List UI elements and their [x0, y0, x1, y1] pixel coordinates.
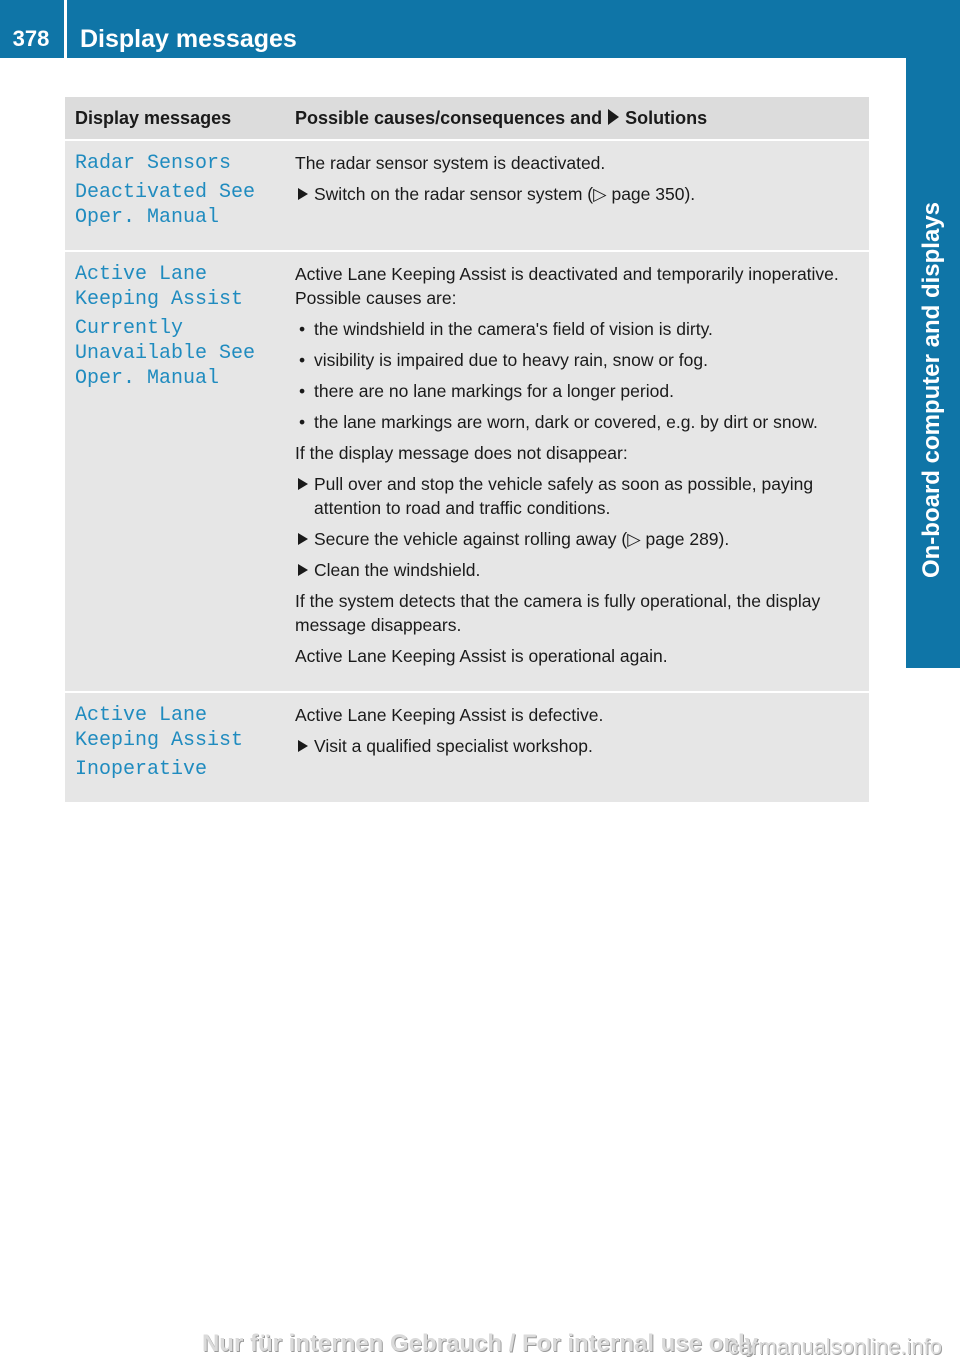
footer-site: carmanualsonline.info [727, 1334, 942, 1359]
cause-bullet: • the lane markings are worn, dark or covered, e.g. by dirt or snow. [295, 410, 859, 434]
cause-bullet: • there are no lane markings for a longer period. [295, 379, 859, 403]
causes-solutions-cell [285, 251, 869, 692]
footer-watermark: Nur für internen Gebrauch / For internal use only [201, 1330, 759, 1357]
solution-step: Secure the vehicle against rolling away (▷ page 289). [295, 527, 859, 551]
solution-step: Switch on the radar sensor system (▷ page 350). [295, 182, 859, 206]
display-message-text: Deactivated See Oper. Manual [75, 181, 256, 229]
display-message-cell [65, 140, 285, 251]
display-message-text: Currently Unavailable See Oper. Manual [75, 317, 256, 390]
display-message-text: Inoperative [75, 758, 208, 781]
cause-bullet: • the windshield in the camera's field of vision is dirty. [295, 317, 859, 341]
display-message-text: Radar Sensors [75, 152, 232, 175]
display-message-text: Active Lane Keeping Assist [75, 704, 244, 752]
causes-solutions-cell [285, 140, 869, 251]
cause-bullet: • visibility is impaired due to heavy rain, snow or fog. [295, 348, 859, 372]
solution-arrow-icon [608, 109, 619, 125]
causes-solutions-cell [285, 692, 869, 803]
page-header [0, 0, 960, 58]
column-header-causes-solutions [285, 97, 869, 140]
description-text: If the display message does not disappear: [295, 443, 628, 463]
display-message-cell [65, 692, 285, 803]
table-row [65, 251, 869, 692]
page-title: Display messages [80, 25, 297, 53]
display-message-cell [65, 251, 285, 692]
description-text: The radar sensor system is deactivated. [295, 153, 606, 173]
page-number: 378 [12, 26, 50, 51]
description-text: If the system detects that the camera is fully operational, the display message disappears. [295, 591, 821, 635]
display-messages-table [65, 97, 869, 804]
table-row [65, 140, 869, 251]
solution-step: Visit a qualified specialist workshop. [295, 734, 859, 758]
description-text: Active Lane Keeping Assist is deactivated and temporarily inoperative. Possible causes are: [295, 264, 839, 308]
header-divider [64, 0, 67, 58]
table-row [65, 692, 869, 803]
table-header-row [65, 97, 869, 140]
description-text: Active Lane Keeping Assist is operational again. [295, 646, 668, 666]
column-header-solutions-text: Solutions [625, 107, 708, 128]
solution-step: Pull over and stop the vehicle safely as soon as possible, paying attention to road and traffic conditions. [295, 472, 859, 520]
column-header-display-messages: Display messages [65, 97, 285, 140]
display-message-text: Active Lane Keeping Assist [75, 263, 244, 311]
solution-step: Clean the windshield. [295, 558, 859, 582]
table-body [65, 140, 869, 803]
column-header-causes-text: Possible causes/consequences and [295, 107, 603, 128]
description-text: Active Lane Keeping Assist is defective. [295, 705, 604, 725]
side-section-label: On-board computer and displays [918, 201, 945, 579]
